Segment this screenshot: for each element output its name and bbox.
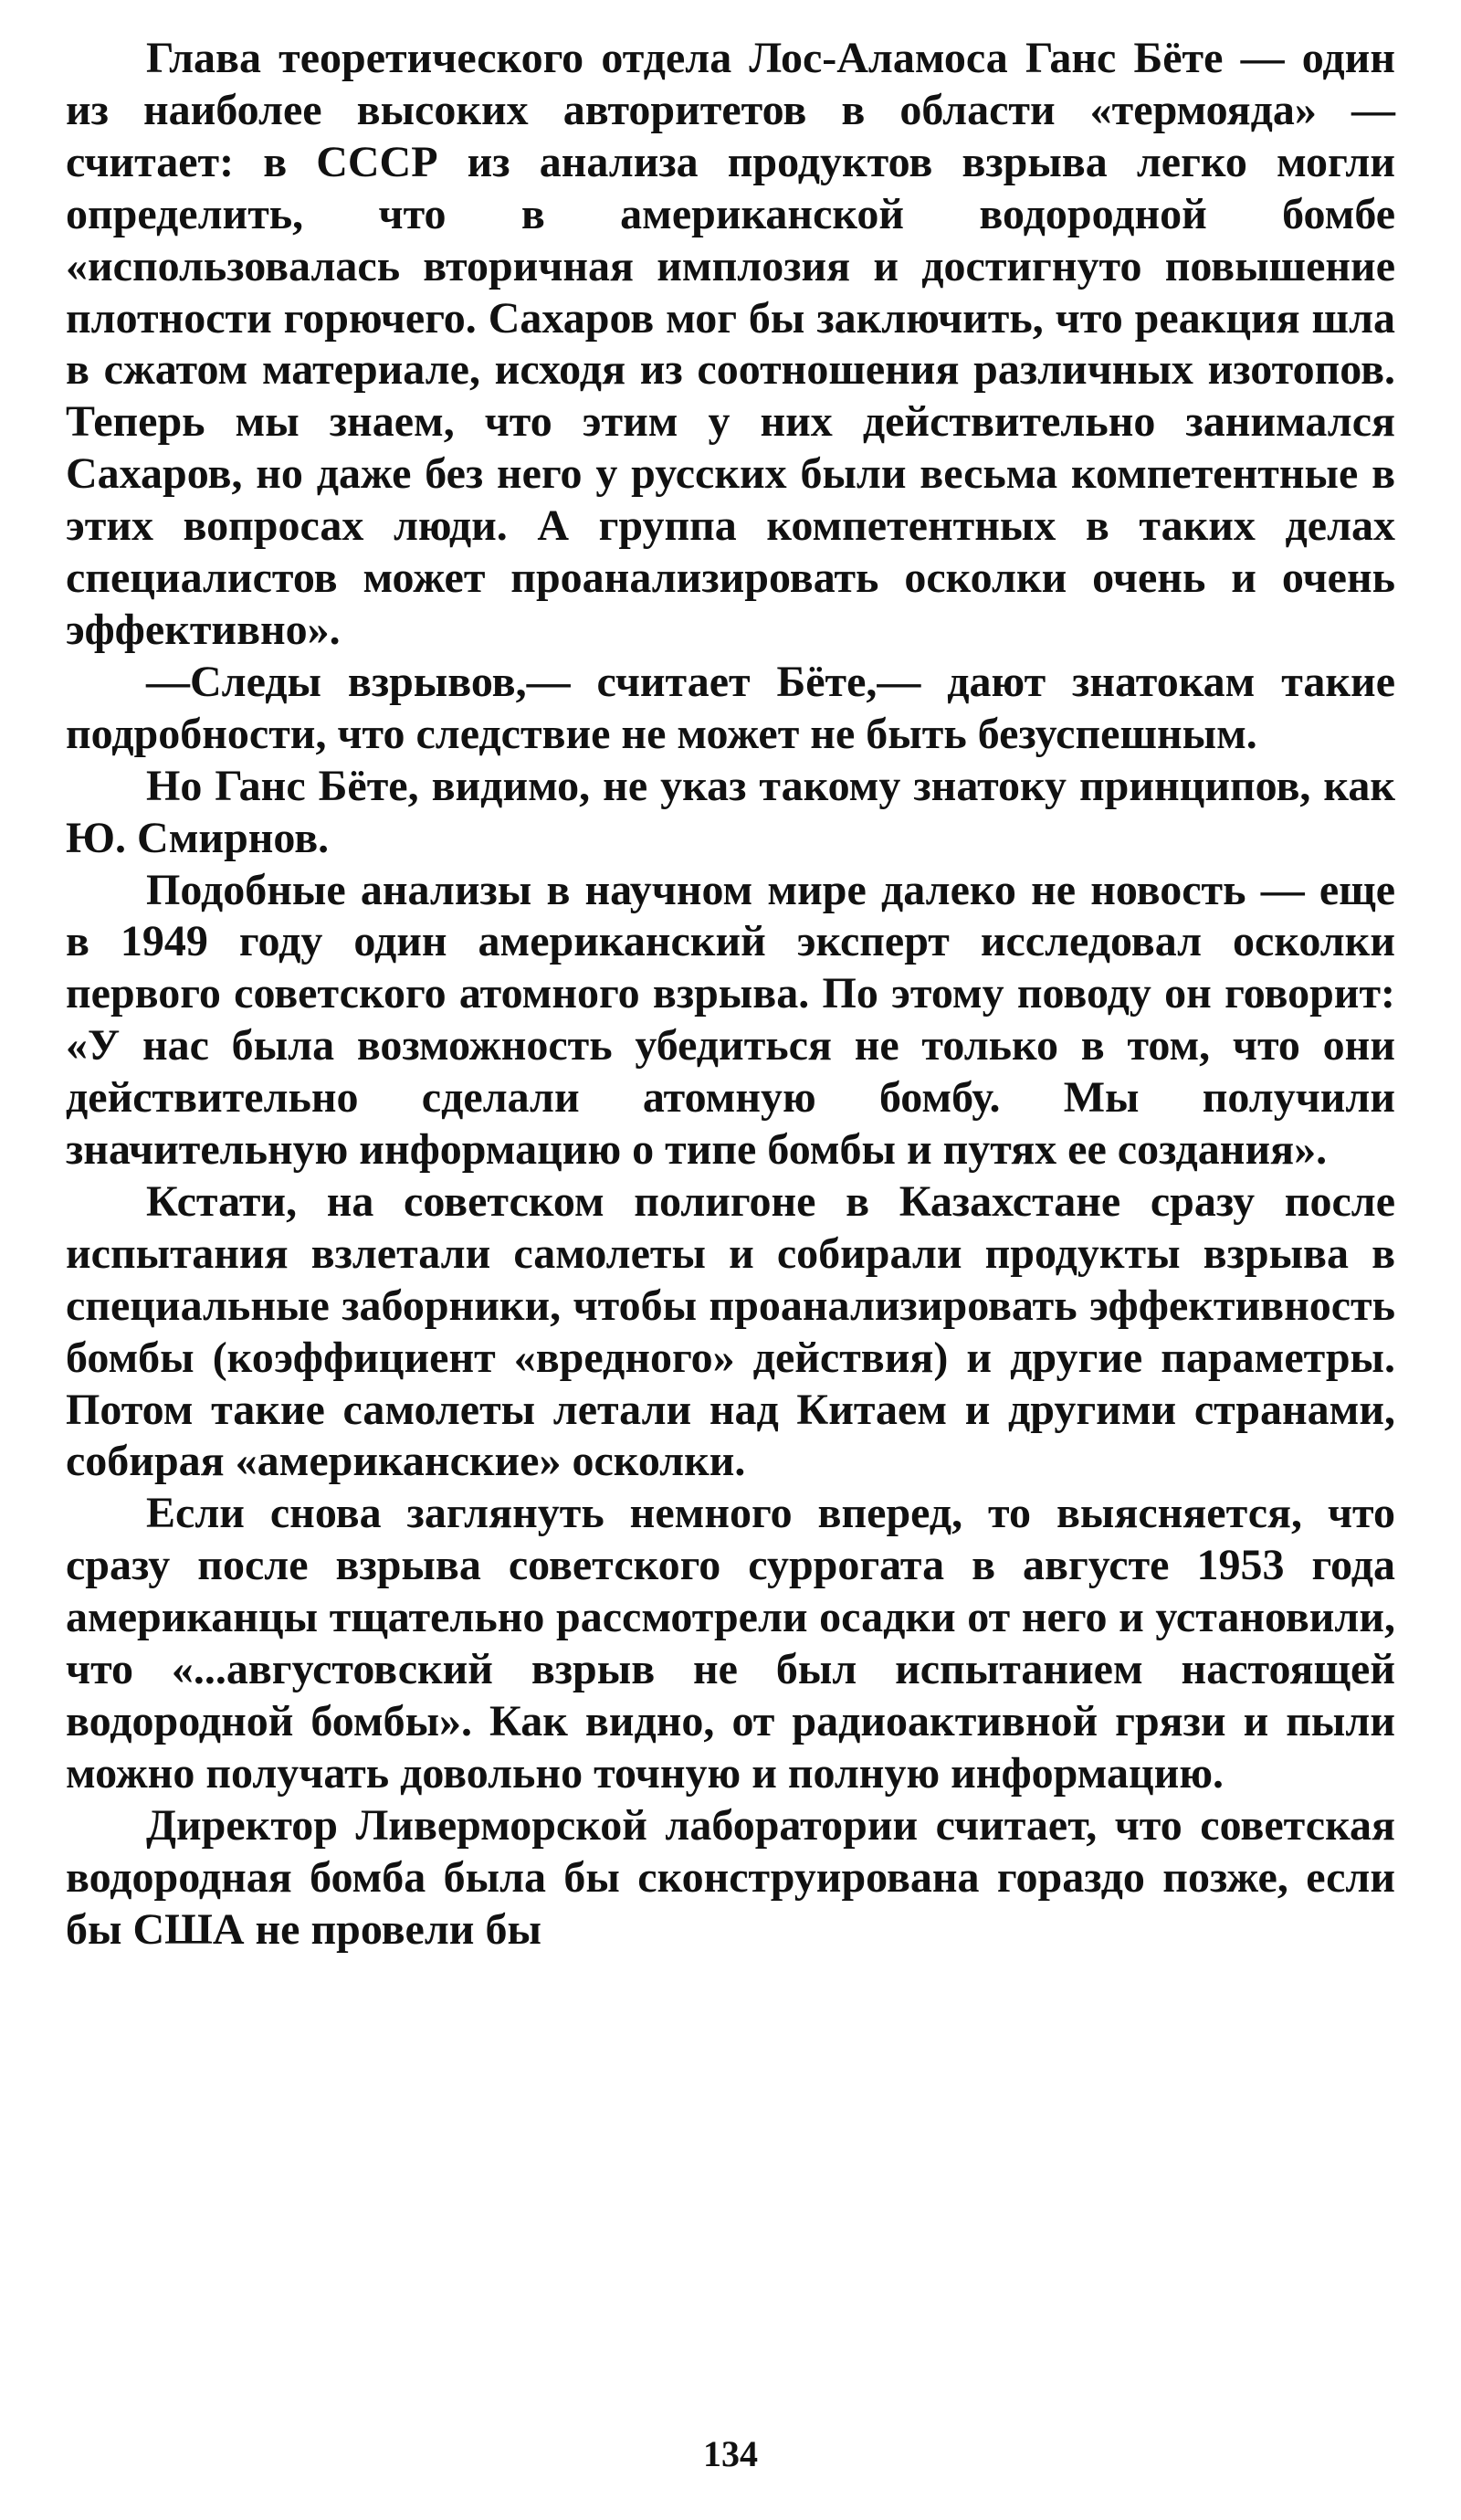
paragraph-smirnov: Но Ганс Бёте, видимо, не указ такому знатоку принципов, как Ю. Смирнов.	[66, 761, 1395, 862]
page-body	[66, 33, 1395, 1956]
paragraph-1949-analysis: Подобные анализы в научном мире далеко не новость — еще в 1949 году один американский эксперт исследовал осколки первого советского атомного взрыва. По этому поводу он говорит: «У нас была возможность убедиться не только в том, что они действительно сделали атомную бомбу. Мы получили значительную информацию о типе бомбы и путях ее создания».	[66, 865, 1395, 1175]
page-number: 134	[703, 2433, 758, 2474]
paragraph-livermore-director: Директор Ливерморской лаборатории считает, что советская водородная бомба была бы сконструирована гораздо позже, если бы США не провели бы	[66, 1800, 1395, 1954]
paragraph-kazakhstan-test-site: Кстати, на советском полигоне в Казахстане сразу после испытания взлетали самолеты и собирали продукты взрыва в специальные заборники, чтобы проанализировать эффективность бомбы (коэффициент «вредного» действия) и другие параметры. Потом такие самолеты летали над Китаем и другими странами, собирая «американские» осколки.	[66, 1176, 1395, 1486]
paragraph-bethe-quote: Глава теоретического отдела Лос-Аламоса Ганс Бёте — один из наиболее высоких авторитетов в области «термояда» — считает: в СССР из анализа продуктов взрыва легко могли определить, что в американской водородной бомбе «использовалась вторичная имплозия и достигнуто повышение плотности горючего. Сахаров мог бы заключить, что реакция шла в сжатом материале, исходя из соотношения различных изотопов. Теперь мы знаем, что этим у них действительно занимался Сахаров, но даже без него у русских были весьма компетентные в этих вопросах люди. А группа компетентных в таких делах специалистов может проанализировать осколки очень и очень эффективно».	[66, 34, 1395, 654]
paragraph-august-1953: Если снова заглянуть немного вперед, то выясняется, что сразу после взрыва советского суррогата в августе 1953 года американцы тщательно рассмотрели осадки от него и установили, что «...августовский взрыв не был испытанием настоящей водородной бомбы». Как видно, от радиоактивной грязи и пыли можно получать довольно точную и полную информацию.	[66, 1489, 1395, 1798]
paragraph-explosion-traces: —Следы взрывов,— считает Бёте,— дают знатокам такие подробности, что следствие не может не быть безуспешным.	[66, 657, 1395, 758]
